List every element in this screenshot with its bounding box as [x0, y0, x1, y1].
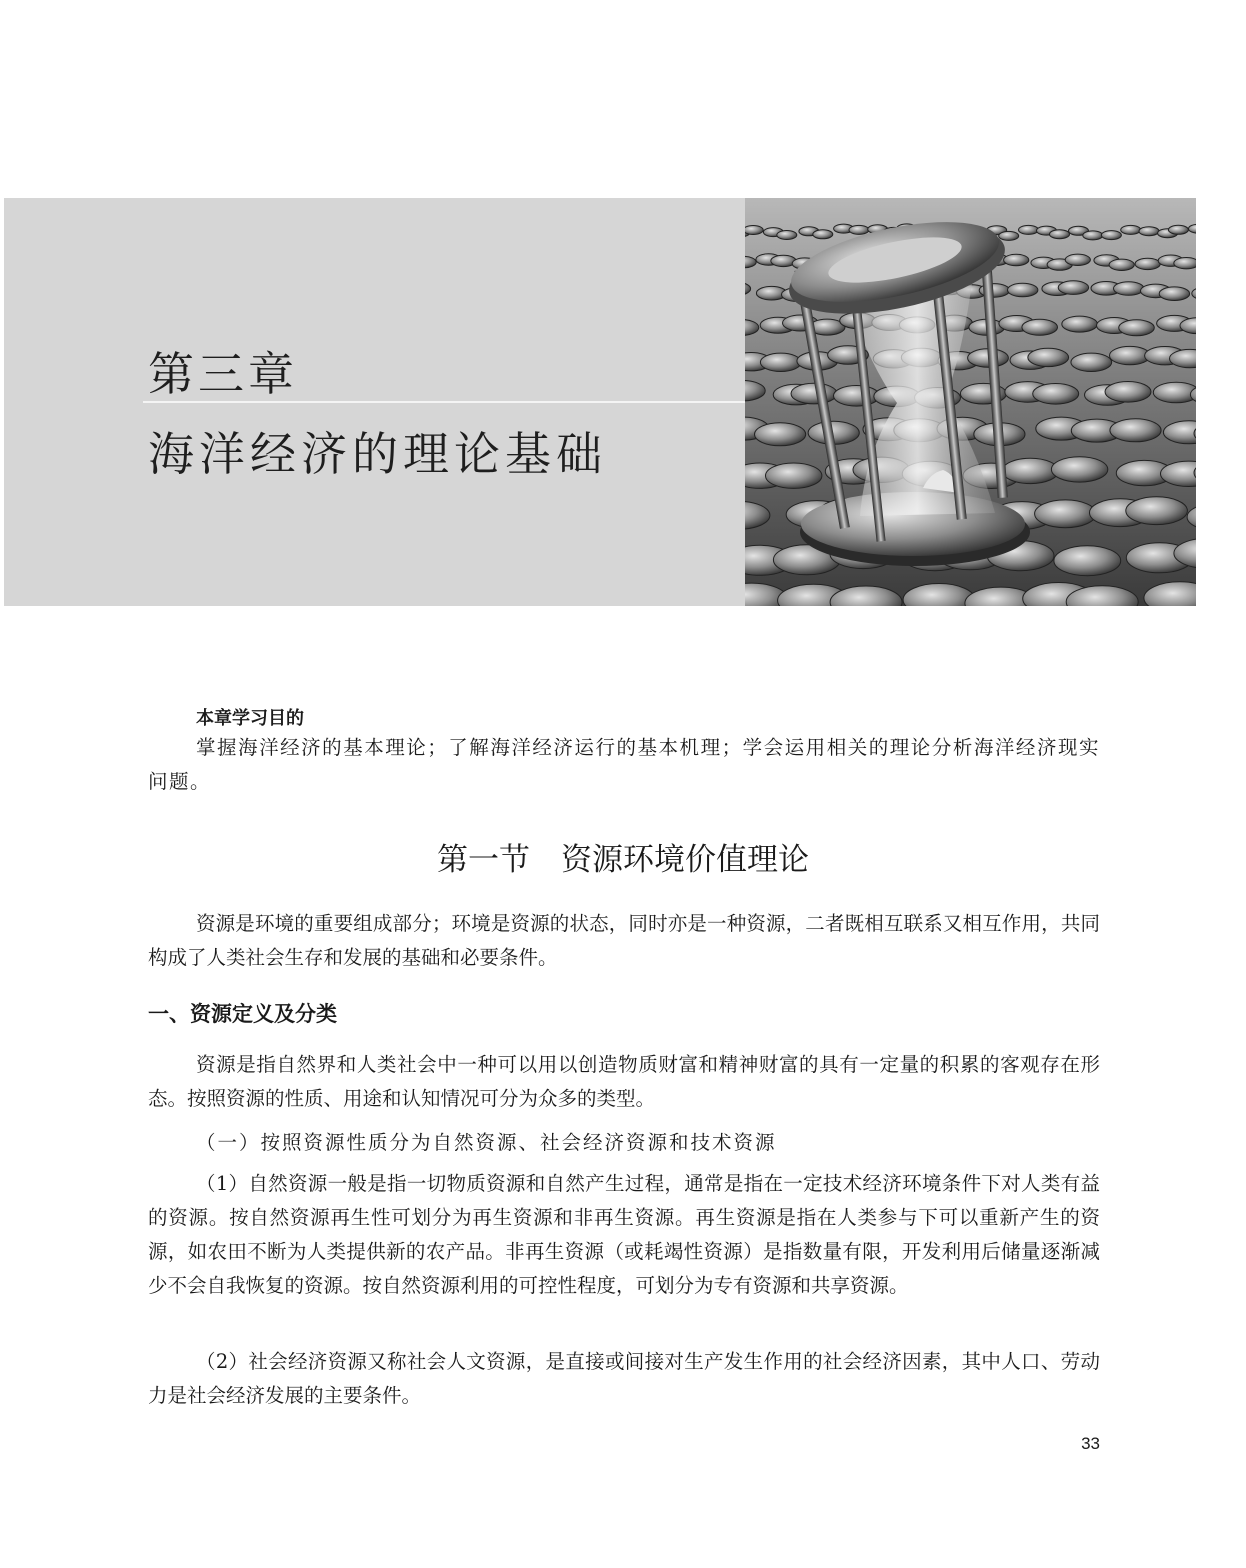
- section-heading: 第一节 资源环境价值理论: [437, 842, 809, 878]
- natural-resources-paragraph: （1）自然资源一般是指一切物质资源和自然产生过程，通常是指在一定技术经济环境条件下对人类有益的资源。按自然资源再生性可划分为再生资源和非再生资源。再生资源是指在人类参与下可以重新产生的资源，如农田不断为人类提供新的农产品。非再生资源（或耗竭性资源）是指数量有限，开发利用后储量逐渐减少不会自我恢复的资源。按自然资源利用的可控性程度，可划分为专有资源和共享资源。: [148, 1172, 1100, 1297]
- classification-subheading: （一）按照资源性质分为自然资源、社会经济资源和技术资源: [196, 1131, 777, 1154]
- chapter-number: 第三章: [148, 347, 298, 401]
- chapter-title: 海洋经济的理论基础: [148, 427, 607, 481]
- social-resources-paragraph: （2）社会经济资源又称社会人文资源，是直接或间接对生产发生作用的社会经济因素，其中人口、劳动力是社会经济发展的主要条件。: [148, 1350, 1100, 1407]
- section-intro-paragraph: 资源是环境的重要组成部分；环境是资源的状态，同时亦是一种资源，二者既相互联系又相互作用，共同构成了人类社会生存和发展的基础和必要条件。: [148, 912, 1100, 969]
- title-divider: [143, 401, 745, 403]
- hourglass-coins-image: [745, 198, 1196, 606]
- page-number: 33: [1081, 1434, 1100, 1453]
- objectives-heading: 本章学习目的: [196, 708, 304, 729]
- subsection-heading: 一、资源定义及分类: [148, 1002, 337, 1026]
- definition-paragraph: 资源是指自然界和人类社会中一种可以用以创造物质财富和精神财富的具有一定量的积累的客观存在形态。按照资源的性质、用途和认知情况可分为众多的类型。: [148, 1053, 1100, 1110]
- objectives-text: 掌握海洋经济的基本理论；了解海洋经济运行的基本机理；学会运用相关的理论分析海洋经济现实问题。: [148, 736, 1100, 793]
